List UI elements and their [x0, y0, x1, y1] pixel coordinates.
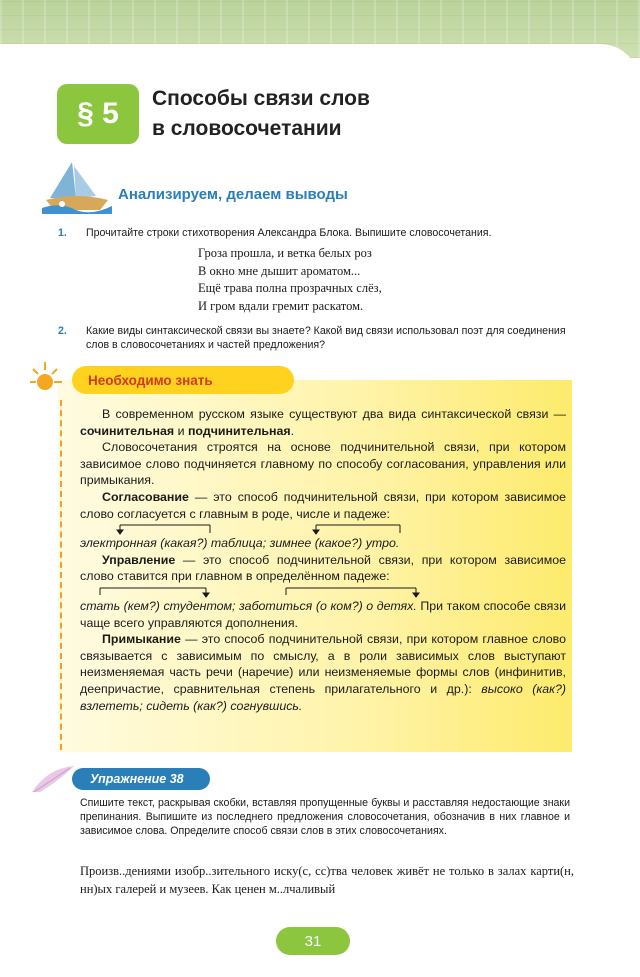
poem-line: И гром вдали гремит раскатом. — [198, 298, 364, 313]
exercise-badge: Упражнение 38 — [72, 768, 210, 790]
term-agreement: Согласование — [102, 489, 189, 504]
term-subordinating: подчинительная — [187, 423, 291, 438]
task-2-number: 2. — [58, 325, 67, 337]
know-text — [80, 406, 566, 714]
arrow-diagram — [80, 585, 566, 598]
know-paragraph-3 — [80, 489, 566, 522]
feather-icon — [30, 762, 76, 796]
term-adjunction: Примыкание — [102, 632, 181, 647]
task-1-number: 1. — [58, 227, 67, 239]
exercise-instruction: Спишите текст, раскрывая скобки, вставляя пропущенные буквы и расставляя недостающие знаки препинания. Выпишите из последнего предложения словосочетания, обозначив в них главное и зависимое слова. Определите способ связи слов в этих словосочетаниях. — [80, 797, 570, 837]
know-paragraph-4 — [80, 552, 566, 585]
poem-line: В окно мне дышит ароматом... — [198, 263, 361, 278]
text-span: и — [174, 423, 188, 438]
text-span: При таком способе связи чаще всего управляются дополнения. — [80, 598, 566, 630]
know-paragraph-5 — [80, 631, 566, 714]
text-span: — это способ подчинительной связи, при котором зависимое слово ставится при главном в определённом падеже: — [80, 552, 566, 584]
text-span: — это способ подчинительной связи, при котором зависимое слово согласуется с главным в роде, числе и падеже: — [80, 489, 566, 521]
ship-icon — [42, 158, 112, 214]
sun-icon — [26, 360, 64, 398]
arrow-diagram — [80, 522, 566, 535]
poem-line: Ещё трава полна прозрачных слёз, — [198, 281, 382, 295]
text-span: В современном русском языке существуют два вида синтаксической связи — — [102, 407, 566, 421]
government-example-line — [80, 598, 566, 631]
poem — [198, 245, 382, 315]
paragraph-badge: § 5 — [57, 84, 139, 144]
know-box-border — [60, 400, 66, 750]
agreement-example: электронная (какая?) таблица; зимнее (какое?) утро. — [80, 536, 400, 551]
banner-curve — [0, 44, 640, 84]
text-span: . — [290, 423, 295, 438]
term-coordinating: сочинительная — [80, 423, 175, 438]
page-number: 31 — [276, 927, 350, 955]
section-heading: Анализируем, делаем выводы — [118, 186, 348, 203]
poem-line: Гроза прошла, и ветка белых роз — [198, 246, 372, 260]
task-2 — [58, 324, 588, 352]
know-paragraph-2: Словосочетания строятся на основе подчинительной связи, при котором зависимое слово подчиняется главному по способу согласования, управления или примыкания. — [80, 440, 566, 488]
know-paragraph-1 — [80, 406, 566, 439]
link-arrows — [80, 585, 566, 598]
know-label: Необходимо знать — [72, 366, 294, 394]
task-1 — [58, 226, 588, 240]
text-span: — это способ подчинительной связи, при котором главное слово связывается с зависимым по смыслу, а в роли зависимых слов выступают неизменяемая часть речи (наречие) или неизменяемые формы слов (инфинитив, деепричастие, сравнительная степень прилагательного и др.): — [80, 632, 566, 696]
page-title — [152, 84, 452, 144]
exercise-body: Произв..дениями изобр..зительного иску(с, сс)тва человек живёт не только в залах карти(н, нн)ых галерей и музеев. Как ценен м..лчаливый — [80, 864, 574, 896]
title-line-2: в словосочетании — [152, 117, 342, 140]
title-line-1: Способы связи слов — [152, 87, 370, 110]
link-arrows — [80, 522, 566, 535]
adjunction-example: высоко (как?) взлететь; сидеть (как?) согнувшись. — [80, 681, 566, 713]
task-1-text: Прочитайте строки стихотворения Александра Блока. Выпишите словосочетания. — [86, 227, 492, 239]
task-2-text: Какие виды синтаксической связи вы знаете? Какой вид связи использовал поэт для соединения слов в словосочетаниях и частей предложения? — [86, 325, 566, 351]
term-government: Управление — [102, 552, 176, 567]
government-example: стать (кем?) студентом; заботиться (о ком?) о детях. — [80, 598, 417, 613]
